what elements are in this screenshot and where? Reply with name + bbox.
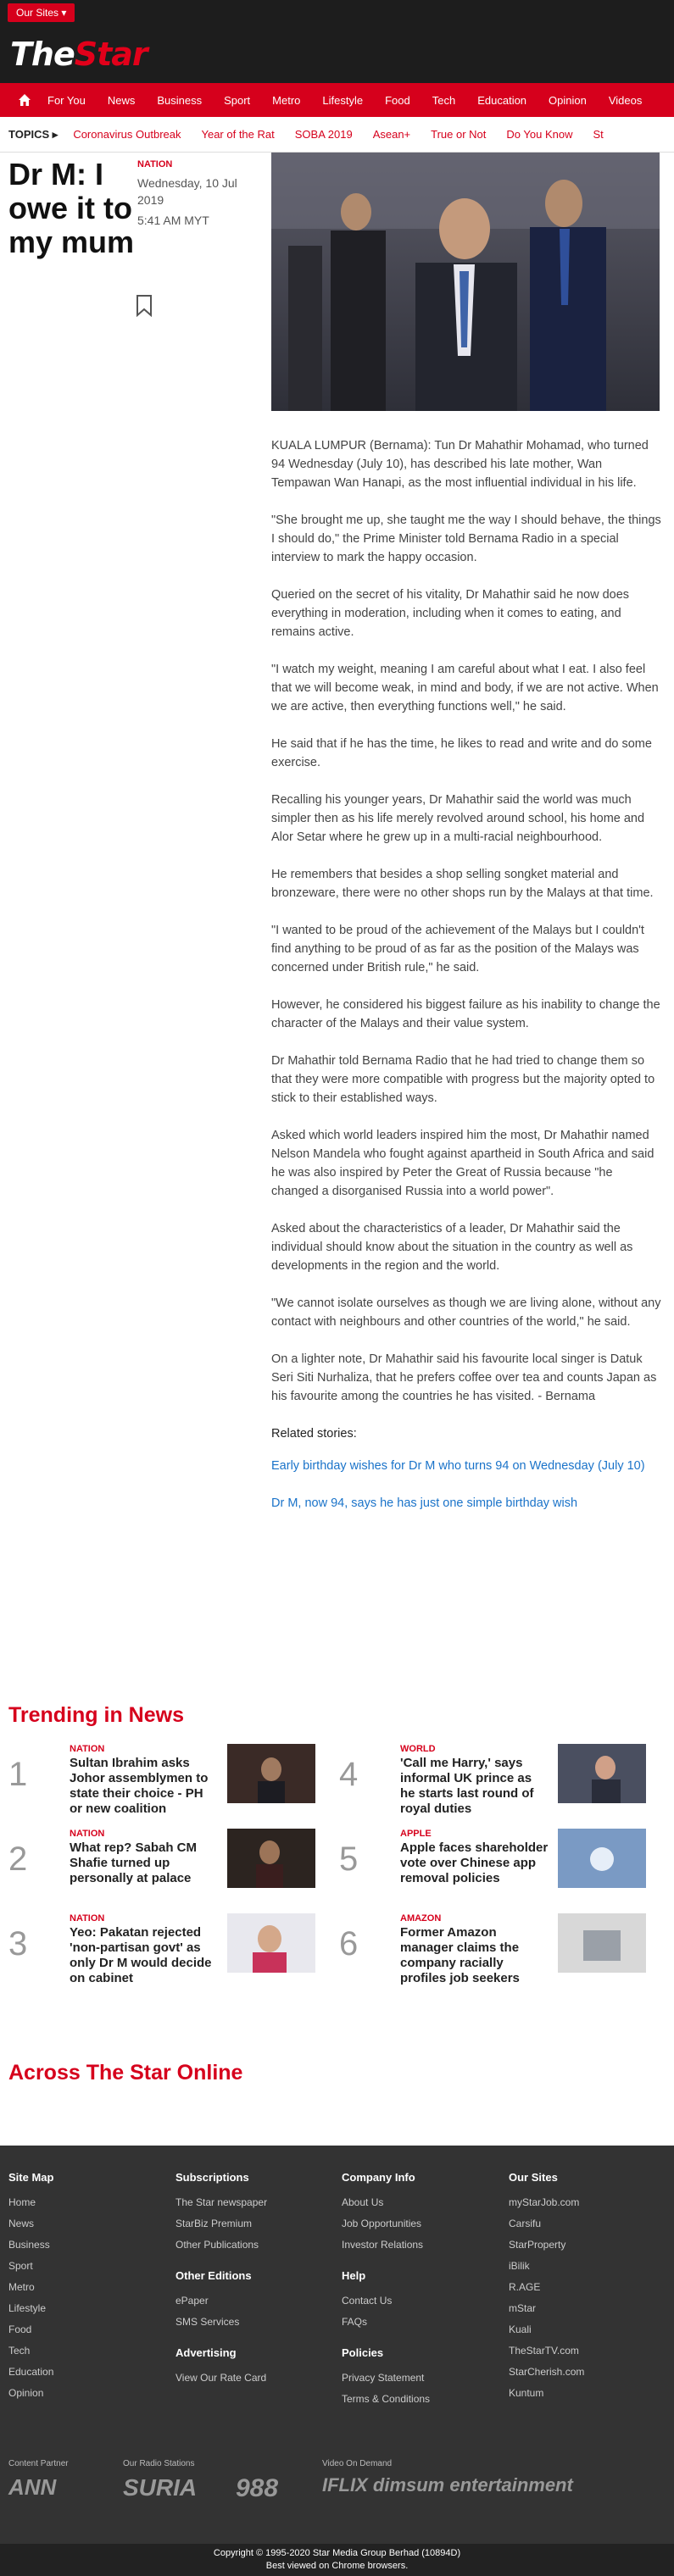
footer-heading: Company Info: [342, 2171, 415, 2184]
article-paragraph: He remembers that besides a shop selling songket material and bronzeware, there were no other shops run by the Malays at that time.: [271, 868, 654, 900]
nav-videos[interactable]: Videos: [608, 93, 643, 107]
footer-link[interactable]: Business: [8, 2239, 50, 2251]
article-paragraph: He said that if he has the time, he likes to read and write and do some exercise.: [271, 737, 652, 769]
footer-link[interactable]: ePaper: [175, 2295, 209, 2307]
trending-headline[interactable]: 'Call me Harry,' says informal UK prince as he starts last round of royal duties: [400, 1756, 534, 1816]
trending-number: 3: [8, 1925, 28, 1963]
trending-item[interactable]: [8, 1744, 331, 1829]
footer-link[interactable]: mStar: [509, 2302, 537, 2314]
article-paragraph: Asked about the characteristics of a leader, Dr Mahathir said the individual should know about the situation in the country as well as developments in the region and the world.: [271, 1222, 633, 1273]
trending-title: Trending in News: [8, 1703, 184, 1727]
nav-sport[interactable]: Sport: [224, 93, 251, 107]
article-paragraph: Dr Mahathir told Bernama Radio that he had tried to change them so that they were more compatible with progress but the majority opted to stick to their established ways.: [271, 1054, 655, 1105]
our-sites-label: Our Sites: [16, 7, 59, 19]
trending-item[interactable]: [339, 1829, 661, 1913]
article-paragraph: Recalling his younger years, Dr Mahathir said the world was much simpler then as his life merely revolved around school, his home and Alor Setar where he grew up in a multi-racial neighbourhood.: [271, 793, 645, 844]
article-paragraph: However, he considered his biggest failure as his inability to change the character of the Malays and their value system.: [271, 998, 660, 1030]
trending-item[interactable]: [339, 1913, 661, 1998]
trending-headline[interactable]: What rep? Sabah CM Shafie turned up personally at palace: [70, 1840, 198, 1885]
trending-item[interactable]: [8, 1913, 331, 1998]
footer-heading: Subscriptions: [175, 2171, 249, 2184]
trending-thumbnail[interactable]: [227, 1744, 315, 1803]
footer-heading: Policies: [342, 2346, 384, 2359]
article-paragraph: "We cannot isolate ourselves as though we are living alone, without any contact with neighbours and other countries of the world," he said.: [271, 1296, 661, 1329]
footer-oursites: [509, 2171, 670, 2404]
nav-education[interactable]: Education: [477, 93, 527, 107]
topic-item[interactable]: Asean+: [372, 128, 411, 141]
footer-link[interactable]: iBilik: [509, 2260, 530, 2272]
footer-sitemap: [8, 2171, 170, 2404]
nav-metro[interactable]: Metro: [272, 93, 301, 107]
footer-link[interactable]: News: [8, 2218, 35, 2229]
footer-link[interactable]: Job Opportunities: [342, 2218, 422, 2229]
trending-thumbnail[interactable]: [558, 1829, 646, 1888]
article-paragraph: "I wanted to be proud of the achievement of the Malays but I couldn't find anything to be proud of as far as the position of the Malays was concerned under British rule," he said.: [271, 924, 644, 974]
nav-news[interactable]: News: [107, 93, 136, 107]
footer-heading: Advertising: [175, 2346, 237, 2359]
trending-headline[interactable]: Sultan Ibrahim asks Johor assemblymen to state their choice - PH or new coalition: [70, 1756, 209, 1816]
trending-thumbnail[interactable]: [558, 1744, 646, 1803]
trending-thumbnail[interactable]: [227, 1913, 315, 1973]
article-meta: [137, 159, 265, 227]
article: [0, 153, 674, 1695]
footer-link[interactable]: Other Publications: [175, 2239, 259, 2251]
footer-heading: Help: [342, 2269, 366, 2282]
footer-link[interactable]: The Star newspaper: [175, 2196, 268, 2208]
article-paragraph: Asked which world leaders inspired him the most, Dr Mahathir named Nelson Mandela who fought against apartheid in South Africa and said he was also inspired by Peter the Great of Russia because "he changed a disorganised Russia into a world power".: [271, 1129, 655, 1198]
video-on-demand-label: Video On Demand: [322, 2459, 393, 2468]
footer-link[interactable]: Tech: [8, 2345, 31, 2357]
footer-heading: Other Editions: [175, 2269, 252, 2282]
footer-link[interactable]: Terms & Conditions: [342, 2393, 431, 2405]
footer-link[interactable]: Lifestyle: [8, 2302, 47, 2314]
footer-company: [342, 2171, 503, 2410]
footer-link[interactable]: FAQs: [342, 2316, 368, 2328]
trending-category[interactable]: AMAZON: [400, 1913, 442, 1924]
copyright-bar: [0, 2544, 674, 2576]
the-star-logo[interactable]: TheStar: [10, 36, 148, 73]
iflix-dimsum-logo[interactable]: IFLIX dimsum entertainment: [322, 2474, 573, 2496]
footer-link[interactable]: Kuali: [509, 2323, 532, 2335]
footer-link[interactable]: View Our Rate Card: [175, 2372, 267, 2384]
across-section: [0, 2051, 674, 2118]
trending-thumbnail[interactable]: [227, 1829, 315, 1888]
related-link[interactable]: Early birthday wishes for Dr M who turns 94 on Wednesday (July 10): [271, 1459, 645, 1473]
article-photo: [271, 153, 660, 411]
article-paragraph: "She brought me up, she taught me the way I should behave, the things I should do," the Prime Minister told Bernama Radio in a special interview to mark the happy occasion.: [271, 514, 661, 564]
topics-label[interactable]: TOPICS ▸: [8, 127, 58, 141]
trending-section: [0, 1695, 674, 2051]
footer-link[interactable]: Home: [8, 2196, 36, 2208]
988-logo[interactable]: 988: [236, 2474, 279, 2502]
trending-item[interactable]: [339, 1744, 661, 1829]
trending-number: 4: [339, 1756, 359, 1793]
footer-link[interactable]: StarProperty: [509, 2239, 566, 2251]
footer-link[interactable]: Investor Relations: [342, 2239, 424, 2251]
footer-link[interactable]: Opinion: [8, 2387, 44, 2399]
trending-number: 1: [8, 1756, 28, 1793]
topic-item[interactable]: Coronavirus Outbreak: [73, 128, 181, 141]
trending-number: 6: [339, 1925, 359, 1963]
home-icon[interactable]: [12, 83, 37, 117]
nav-food[interactable]: Food: [385, 93, 410, 107]
article-date: Wednesday, 10 Jul 2019: [137, 176, 237, 207]
nav-opinion[interactable]: Opinion: [549, 93, 587, 107]
footer-heading: Site Map: [8, 2171, 54, 2184]
article-paragraph: "I watch my weight, meaning I am careful about what I eat. I also feel that we will become weak, in mind and body, if we are not active. When we are active, then everything functions well," he said.: [271, 663, 659, 713]
footer-link[interactable]: TheStarTV.com: [509, 2345, 579, 2357]
footer-link[interactable]: Privacy Statement: [342, 2372, 425, 2384]
footer-link[interactable]: StarBiz Premium: [175, 2218, 253, 2229]
topic-item[interactable]: St: [593, 128, 604, 141]
suria-logo[interactable]: SURIA: [123, 2474, 198, 2501]
ann-logo[interactable]: ANN: [8, 2474, 57, 2500]
article-time: 5:41 AM MYT: [137, 214, 209, 227]
trending-category[interactable]: NATION: [70, 1744, 105, 1754]
nav-business[interactable]: Business: [157, 93, 203, 107]
trending-item[interactable]: [8, 1829, 331, 1913]
main-nav: [0, 83, 674, 117]
related-heading: Related stories:: [271, 1427, 357, 1441]
topic-item[interactable]: True or Not: [431, 128, 487, 141]
trending-headline[interactable]: Yeo: Pakatan rejected 'non-partisan govt' as only Dr M would decide on cabinet: [70, 1925, 212, 1985]
article-paragraph: Queried on the secret of his vitality, Dr Mahathir said he now does everything in moderation, including when it comes to eating, and remains active.: [271, 588, 630, 639]
footer-link[interactable]: About Us: [342, 2196, 384, 2208]
footer-subscriptions: [175, 2171, 337, 2389]
trending-category[interactable]: NATION: [70, 1913, 105, 1924]
related-link[interactable]: Dr M, now 94, says he has just one simple birthday wish: [271, 1496, 578, 1510]
topics-bar: [0, 117, 674, 153]
footer-link[interactable]: myStarJob.com: [509, 2196, 580, 2208]
footer-link[interactable]: Contact Us: [342, 2295, 393, 2307]
trending-number: 5: [339, 1840, 359, 1878]
nav-tech[interactable]: Tech: [432, 93, 456, 107]
footer-link[interactable]: Sport: [8, 2260, 33, 2272]
footer: [0, 2146, 674, 2576]
topic-item[interactable]: Year of the Rat: [201, 128, 275, 141]
across-title: Across The Star Online: [8, 2061, 243, 2085]
footer-link[interactable]: R.AGE: [509, 2281, 541, 2293]
trending-category[interactable]: WORLD: [400, 1744, 436, 1754]
radio-stations-label: Our Radio Stations: [123, 2459, 195, 2468]
topic-item[interactable]: Do You Know: [506, 128, 573, 141]
nav-for-you[interactable]: For You: [47, 93, 86, 107]
content-partner-label: Content Partner: [8, 2459, 69, 2468]
nav-lifestyle[interactable]: Lifestyle: [322, 93, 364, 107]
trending-number: 2: [8, 1840, 28, 1878]
topic-item[interactable]: SOBA 2019: [294, 128, 353, 141]
footer-link[interactable]: Education: [8, 2366, 54, 2378]
footer-link[interactable]: Metro: [8, 2281, 35, 2293]
top-bar: [0, 0, 674, 25]
trending-category[interactable]: APPLE: [400, 1829, 432, 1839]
article-body: [271, 436, 663, 1531]
bookmark-icon[interactable]: [136, 295, 153, 317]
article-category[interactable]: NATION: [137, 159, 173, 169]
trending-headline[interactable]: Apple faces shareholder vote over Chinese app removal policies: [400, 1840, 549, 1885]
article-paragraph: On a lighter note, Dr Mahathir said his favourite local singer is Datuk Seri Siti Nurhaliza, that he prefers coffee over tea and counts Japan as his favourite among the countries he has visited. - Bernama: [271, 1352, 657, 1403]
trending-thumbnail[interactable]: [558, 1913, 646, 1973]
footer-link[interactable]: Carsifu: [509, 2218, 542, 2229]
our-sites-button[interactable]: Our Sites ▾: [8, 3, 75, 22]
footer-link[interactable]: Food: [8, 2323, 32, 2335]
footer-link[interactable]: StarCherish.com: [509, 2366, 585, 2378]
article-paragraph: KUALA LUMPUR (Bernama): Tun Dr Mahathir Mohamad, who turned 94 Wednesday (July 10), has described his late mother, Wan Tempawan Wan Hanapi, as the most influential individual in his life.: [271, 439, 649, 490]
article-headline: Dr M: I owe it to my mum: [8, 157, 135, 259]
footer-link[interactable]: Kuntum: [509, 2387, 544, 2399]
footer-link[interactable]: SMS Services: [175, 2316, 240, 2328]
trending-category[interactable]: NATION: [70, 1829, 105, 1839]
logo-bar: [0, 25, 674, 83]
copyright-text: Copyright © 1995-2020 Star Media Group Berhad (10894D): [213, 2548, 461, 2558]
footer-heading: Our Sites: [509, 2171, 558, 2184]
trending-headline[interactable]: Former Amazon manager claims the company racially profiles job seekers: [400, 1925, 520, 1985]
best-viewed-text: Best viewed on Chrome browsers.: [265, 2561, 409, 2571]
